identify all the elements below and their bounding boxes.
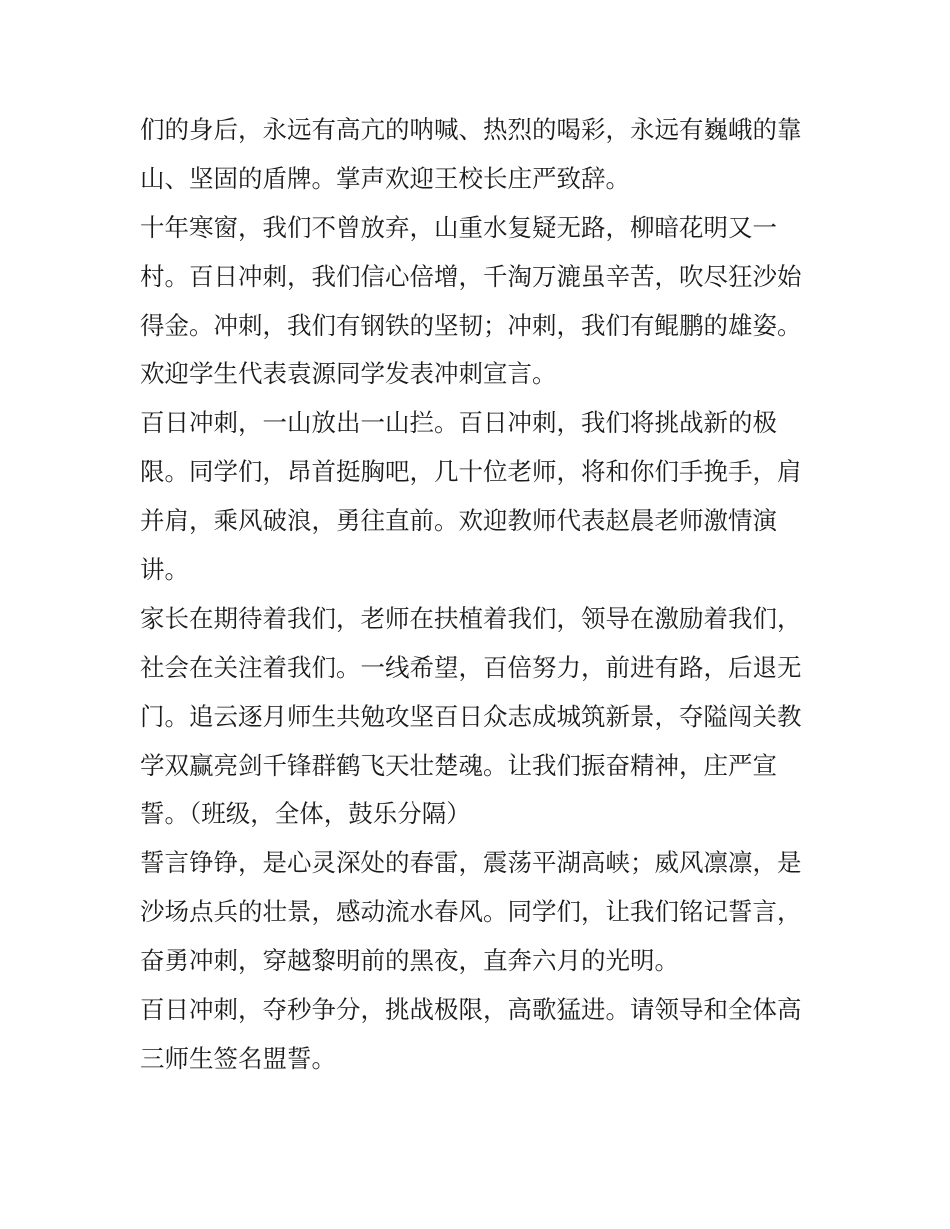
text-line: 誓。（班级，全体，鼓乐分隔） xyxy=(140,799,471,829)
text-line: 讲。 xyxy=(140,555,189,585)
text-line: 奋勇冲刺，穿越黎明前的黑夜，直奔六月的光明。 xyxy=(140,946,679,976)
text-line: 们的身后，永远有高亢的呐喊、热烈的喝彩，永远有巍峨的靠 xyxy=(140,115,802,144)
text-line: 三师生签名盟誓。 xyxy=(140,1043,336,1073)
text-line: 家长在期待着我们，老师在扶植着我们，领导在激励着我们， xyxy=(140,603,802,633)
text-line: 欢迎学生代表袁源同学发表冲刺宣言。 xyxy=(140,359,557,389)
text-line: 学双赢亮剑千锋群鹤飞天壮楚魂。让我们振奋精神，庄严宣 xyxy=(140,750,777,780)
text-line: 限。同学们，昂首挺胸吧，几十位老师，将和你们手挽手，肩 xyxy=(140,457,802,487)
document-body xyxy=(140,106,820,1084)
text-line: 沙场点兵的壮景，感动流水春风。同学们，让我们铭记誓言， xyxy=(140,897,802,927)
text-line: 社会在关注着我们。一线希望，百倍努力，前进有路，后退无 xyxy=(140,652,802,682)
text-line: 十年寒窗，我们不曾放弃，山重水复疑无路，柳暗花明又一 xyxy=(140,212,777,242)
text-line: 村。百日冲刺，我们信心倍增，千淘万漉虽辛苦，吹尽狂沙始 xyxy=(140,261,802,291)
text-line: 誓言铮铮，是心灵深处的春雷，震荡平湖高峡；威风凛凛，是 xyxy=(140,848,802,878)
text-line: 百日冲刺，夺秒争分，挑战极限，高歌猛进。请领导和全体高 xyxy=(140,995,802,1025)
text-line: 山、坚固的盾牌。掌声欢迎王校长庄严致辞。 xyxy=(140,163,630,193)
text-line: 得金。冲刺，我们有钢铁的坚韧；冲刺，我们有鲲鹏的雄姿。 xyxy=(140,310,802,340)
text-line: 并肩，乘风破浪，勇往直前。欢迎教师代表赵晨老师激情演 xyxy=(140,506,777,536)
text-line: 门。追云逐月师生共勉攻坚百日众志成城筑新景，夺隘闯关教 xyxy=(140,701,802,731)
text-line: 百日冲刺，一山放出一山拦。百日冲刺，我们将挑战新的极 xyxy=(140,408,777,438)
